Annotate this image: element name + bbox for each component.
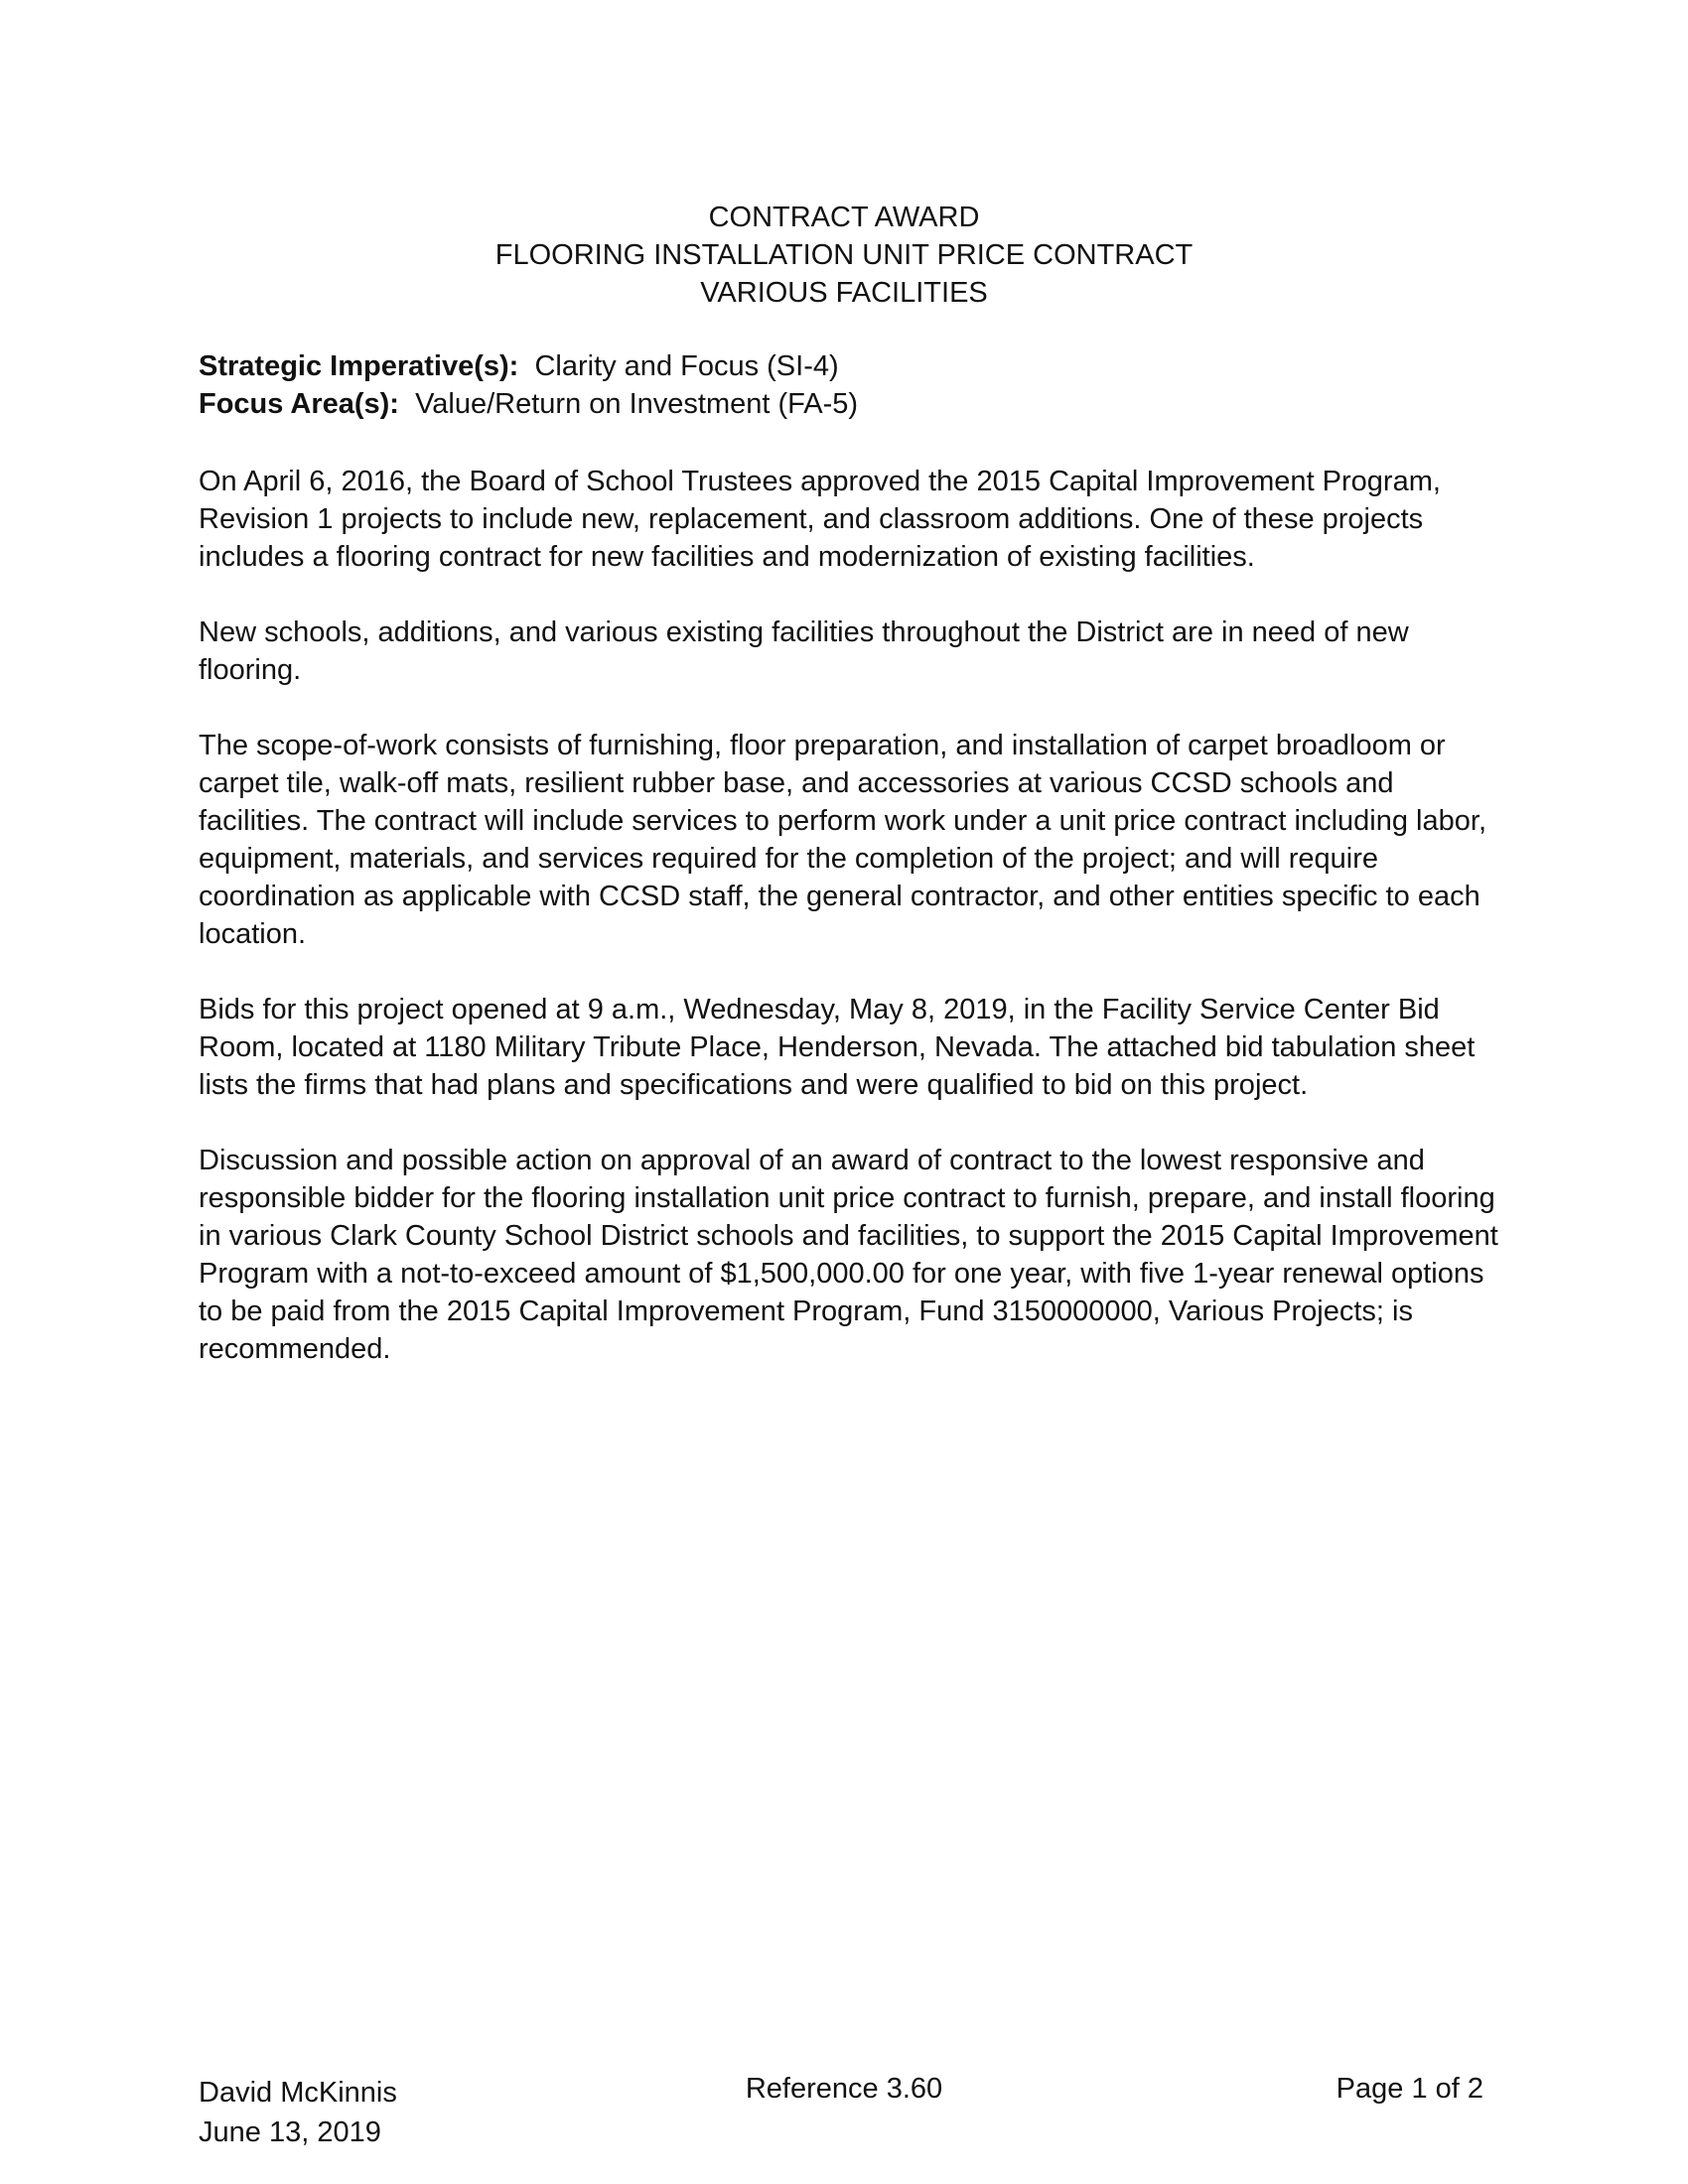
paragraph-approval: On April 6, 2016, the Board of School Trustees approved the 2015 Capital Improvement Program, Revision 1 projects to include new, replacement, and classroom additions. One of these projects includes a flooring contract for new facilities and modernization of existing facilities. bbox=[199, 466, 1441, 573]
heading-line-1: CONTRACT AWARD bbox=[708, 202, 980, 233]
focus-area-row bbox=[199, 385, 1509, 423]
strategic-meta bbox=[199, 347, 1509, 423]
heading-line-3: VARIOUS FACILITIES bbox=[700, 277, 988, 309]
footer-author: David McKinnis bbox=[199, 2077, 397, 2109]
strategic-imperative-row bbox=[199, 347, 1509, 385]
document-body bbox=[199, 463, 1499, 1406]
focus-area-value: Value/Return on Investment (FA-5) bbox=[415, 388, 859, 420]
paragraph-need: New schools, additions, and various existing facilities throughout the District are in need of new flooring. bbox=[199, 616, 1409, 686]
footer-page-number: Page 1 of 2 bbox=[1336, 2073, 1483, 2105]
footer-reference: Reference 3.60 bbox=[745, 2073, 943, 2105]
paragraph-recommendation: Discussion and possible action on approval of an award of contract to the lowest responsive and responsible bidder for the flooring installation unit price contract to furnish, prepare, and install flooring in various Clark County School District schools and facilities, to support the 2015 Capital Improvement Program with a not-to-exceed amount of $1,500,000.00 for one year, with five 1-year renewal options to be paid from the 2015 Capital Improvement Program, Fund 3150000000, Various Projects; is recommended. bbox=[199, 1145, 1498, 1365]
document-heading bbox=[0, 199, 1688, 312]
paragraph-scope: The scope-of-work consists of furnishing, floor preparation, and installation of carpet broadloom or carpet tile, walk-off mats, resilient rubber base, and accessories at various CCSD schools and facilities. The contract will include services to perform work under a unit price contract including labor, equipment, materials, and services required for the completion of the project; and will require coordination as applicable with CCSD staff, the general contractor, and other entities specific to each location. bbox=[199, 730, 1486, 950]
footer-date: June 13, 2019 bbox=[199, 2116, 381, 2148]
strategic-imperative-label: Strategic Imperative(s): bbox=[199, 350, 519, 382]
heading-line-2: FLOORING INSTALLATION UNIT PRICE CONTRACT bbox=[494, 239, 1194, 271]
strategic-imperative-value: Clarity and Focus (SI-4) bbox=[534, 350, 839, 382]
paragraph-bids: Bids for this project opened at 9 a.m., Wednesday, May 8, 2019, in the Facility Service Center Bid Room, located at 1180 Military Tribute Place, Henderson, Nevada. The attached bid tabulation sheet lists the firms that had plans and specifications and were qualified to bid on this project. bbox=[199, 994, 1476, 1101]
focus-area-label: Focus Area(s): bbox=[199, 388, 399, 420]
